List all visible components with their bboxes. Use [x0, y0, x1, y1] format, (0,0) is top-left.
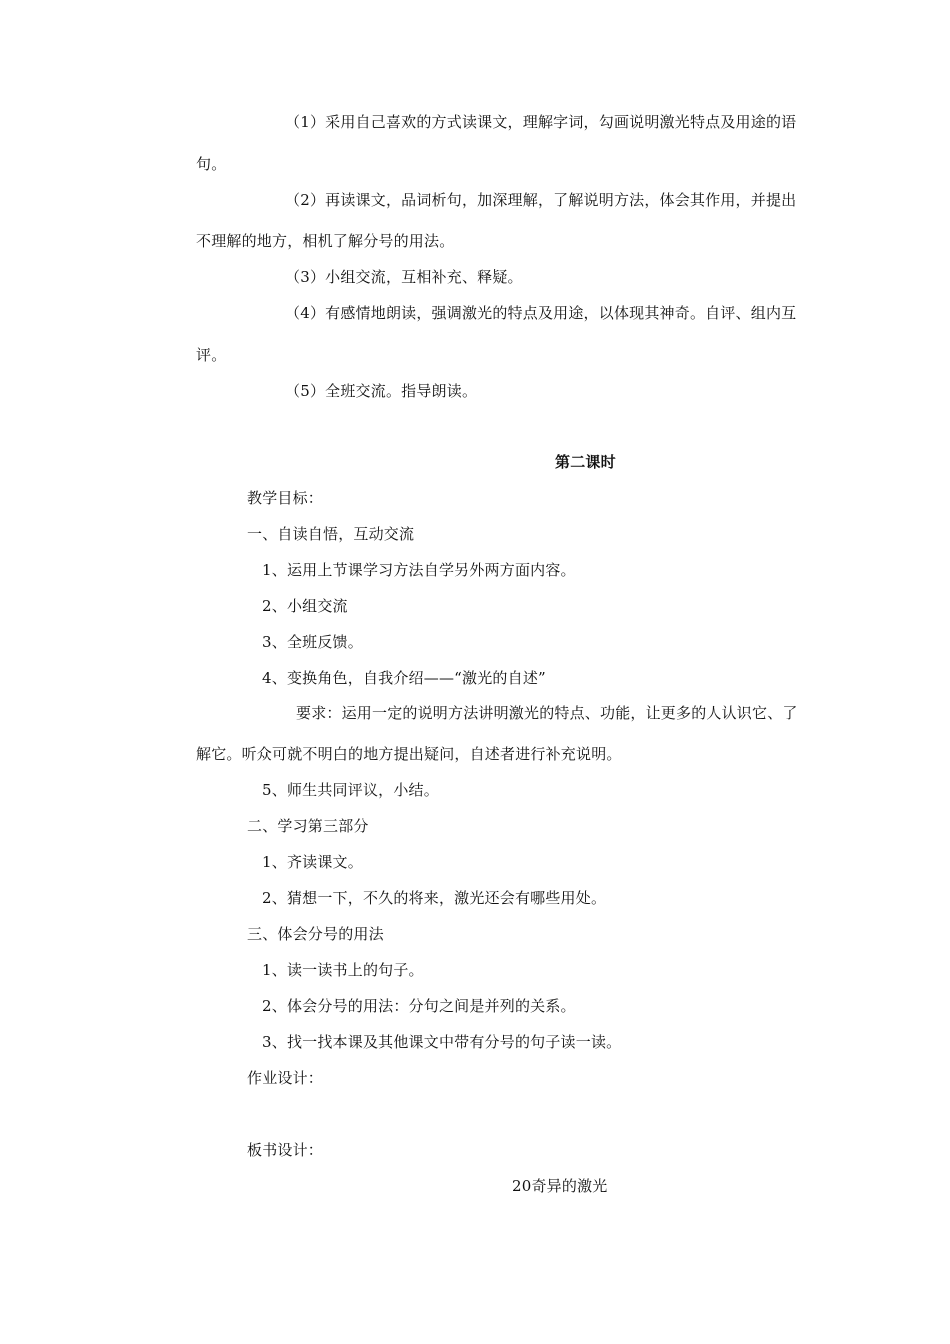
step-2-line-1: （2）再读课文，品词析句，加深理解，了解说明方法，体会其作用，并提出 [285, 191, 797, 209]
step-5: （5）全班交流。指导朗读。 [285, 382, 478, 400]
section-1-item-5: 5、师生共同评议，小结。 [262, 781, 439, 799]
board-design-label: 板书设计： [247, 1141, 324, 1159]
step-4-line-2: 评。 [196, 346, 227, 364]
step-1-line-1: （1）采用自己喜欢的方式读课文，理解字词，勾画说明激光特点及用途的语 [285, 113, 797, 131]
section-3-item-1: 1、读一读书上的句子。 [262, 961, 424, 979]
step-4-line-1: （4）有感情地朗读，强调激光的特点及用途，以体现其神奇。自评、组内互 [285, 304, 797, 322]
board-title: 20奇异的激光 [512, 1177, 608, 1195]
lesson-2-title: 第二课时 [555, 453, 616, 471]
section-1-heading: 一、自读自悟，互动交流 [247, 525, 415, 543]
homework-label: 作业设计： [247, 1069, 324, 1087]
section-3-heading: 三、体会分号的用法 [247, 925, 384, 943]
section-1-item-3: 3、全班反馈。 [262, 633, 363, 651]
requirement-line-1: 要求：运用一定的说明方法讲明激光的特点、功能，让更多的人认识它、了 [296, 704, 798, 722]
requirement-line-2: 解它。听众可就不明白的地方提出疑问，自述者进行补充说明。 [196, 745, 622, 763]
section-1-item-4: 4、变换角色，自我介绍——“激光的自述” [262, 669, 546, 687]
section-1-item-1: 1、运用上节课学习方法自学另外两方面内容。 [262, 561, 576, 579]
section-2-heading: 二、学习第三部分 [247, 817, 369, 835]
section-3-item-3: 3、找一找本课及其他课文中带有分号的句子读一读。 [262, 1033, 622, 1051]
section-2-item-2: 2、猜想一下，不久的将来，激光还会有哪些用处。 [262, 889, 607, 907]
step-3: （3）小组交流，互相补充、释疑。 [285, 268, 523, 286]
step-1-line-2: 句。 [196, 155, 227, 173]
section-3-item-2: 2、体会分号的用法：分句之间是并列的关系。 [262, 997, 576, 1015]
step-2-line-2: 不理解的地方，相机了解分号的用法。 [196, 232, 455, 250]
teaching-goal-label: 教学目标： [247, 489, 324, 507]
section-1-item-2: 2、小组交流 [262, 597, 348, 615]
section-2-item-1: 1、齐读课文。 [262, 853, 363, 871]
